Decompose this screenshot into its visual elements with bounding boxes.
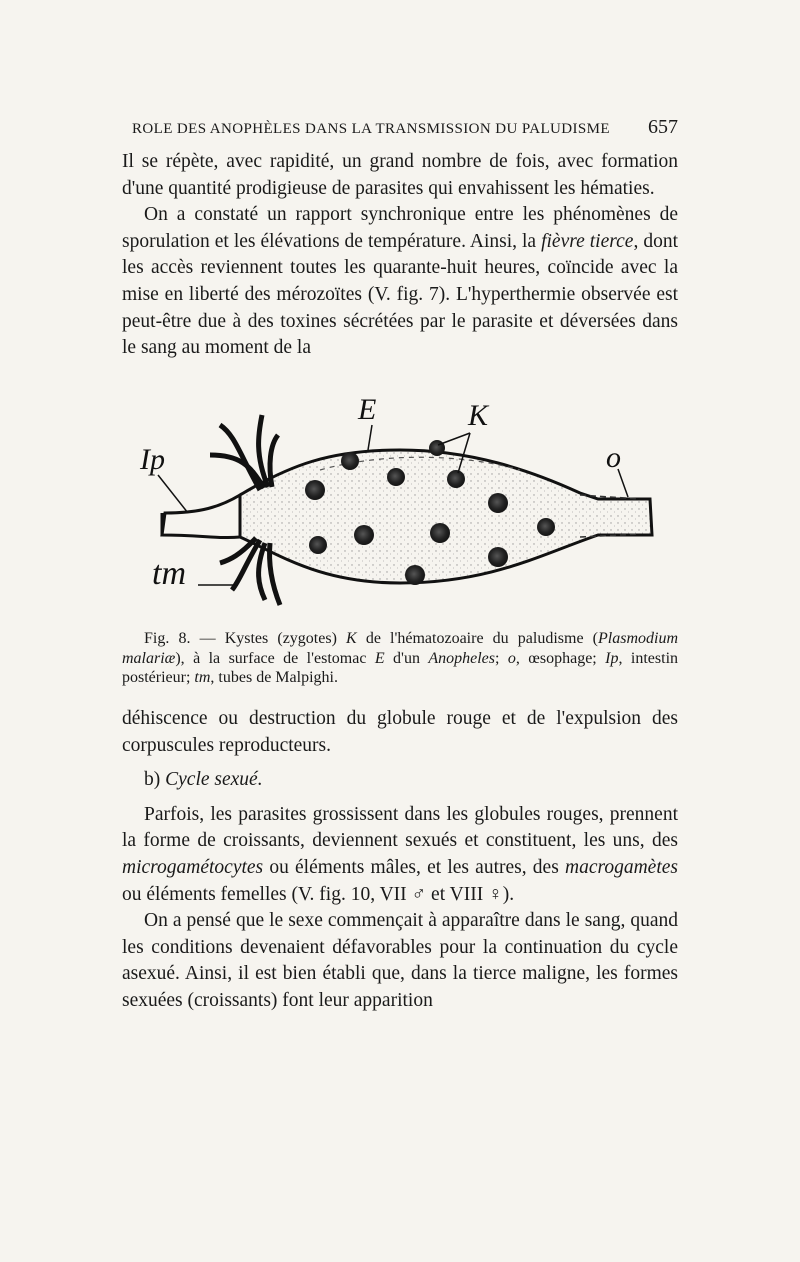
cyst: [537, 518, 555, 536]
figure-8-illustration: [140, 395, 670, 617]
pointer-line: [158, 475, 188, 513]
text-block-bottom: [122, 706, 678, 1015]
malpighi-tube: [259, 543, 265, 600]
pointer-line: [368, 425, 372, 450]
label-o: o: [606, 441, 621, 474]
cyst: [387, 468, 405, 486]
anopheles-stomach-drawing: [140, 395, 670, 617]
label-Ip: Ip: [140, 443, 165, 476]
page-number: 657: [648, 116, 678, 138]
cyst: [305, 480, 325, 500]
figure-caption: Fig. 8. — Kystes (zygotes) K de l'hématozoaire du paludisme (Plasmodium malariæ), à la surface de l'estomac E d'un Anopheles; o, œsophage; Ip, intestin postérieur; tm, tubes de Malpighi.: [122, 630, 679, 686]
cyst: [429, 440, 445, 456]
label-tm: tm: [152, 555, 186, 592]
paragraph: On a pensé que le sexe commençait à apparaître dans le sang, quand les conditions devenaient défavorables pour la continuation du cycle asexué. Ainsi, il est bien établi que, dans la tierce maligne, les formes sexuées (croissants) font leur apparition: [122, 910, 678, 1011]
italic-term: fièvre tierce: [541, 230, 634, 252]
text-block-top: [122, 149, 678, 362]
cyst: [405, 565, 425, 585]
label-K: K: [468, 399, 489, 432]
section-heading: b) Cycle sexué.: [144, 769, 263, 791]
pointer-line: [438, 433, 470, 445]
cyst: [447, 470, 465, 488]
paragraph: On a constaté un rapport synchronique entre les phénomènes de sporulation et les élévations de température. Ainsi, la fièvre tierce, dont les accès reviennent toutes les quarante-huit heures, coïncide avec la mise en liberté des mérozoïtes (V. fig. 7). L'hyperthermie observée est peut-être due à des toxines sécrétées par le parasite et déversées dans le sang au moment de la: [122, 204, 678, 359]
running-title: ROLE DES ANOPHÈLES DANS LA TRANSMISSION DU PALUDISME: [132, 121, 610, 137]
paragraph: Il se répète, avec rapidité, un grand nombre de fois, avec formation d'une quantité prodigieuse de parasites qui envahissent les hématies.: [122, 151, 678, 199]
label-E: E: [358, 393, 377, 426]
cyst: [341, 452, 359, 470]
cyst: [354, 525, 374, 545]
cyst: [488, 493, 508, 513]
stomach-outline: [240, 450, 652, 583]
paragraph: Parfois, les parasites grossissent dans les globules rouges, prennent la forme de croissants, deviennent sexués et constituent, les uns, des microgamétocytes ou éléments mâles, et les autres, des macrogamètes ou éléments femelles (V. fig. 10, VII ♂ et VIII ♀).: [122, 803, 678, 905]
malpighi-tube: [259, 415, 268, 487]
running-header: [132, 116, 678, 139]
paragraph: déhiscence ou destruction du globule rouge et de l'expulsion des corpuscules reproducteurs.: [122, 708, 678, 756]
cyst: [309, 536, 327, 554]
hindgut: [162, 495, 240, 538]
cyst: [430, 523, 450, 543]
cyst: [488, 547, 508, 567]
